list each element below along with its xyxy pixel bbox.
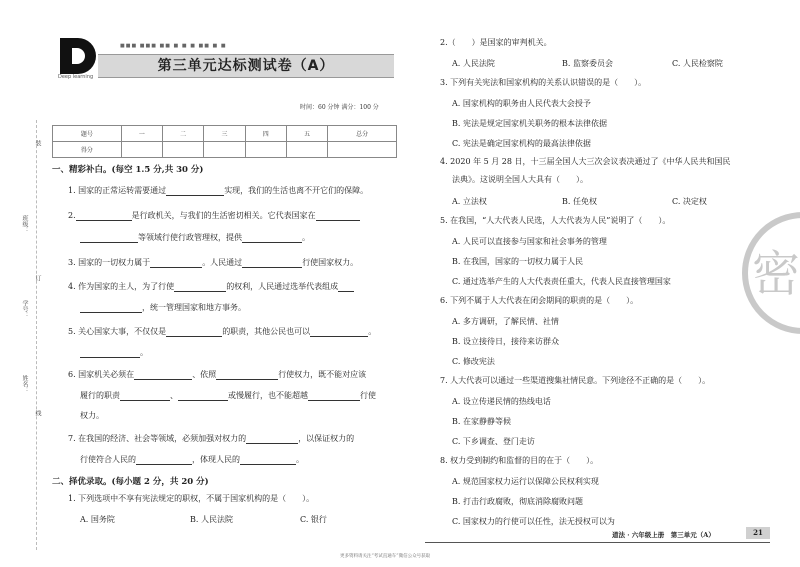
question-text: ，以保证权力的 [298,434,355,443]
class-label: 班级： [21,215,28,233]
score-header-cell: 总分 [328,126,397,142]
question-1-6b [80,391,376,401]
question-1-7b [80,455,304,465]
header-dots: ■■■ ■■■ ■■ ■ ■ ■ ■■ ■ ■ [120,43,227,49]
score-header-cell: 二 [163,126,204,142]
question-text: 7. 在我国的经济、社会等领域，必须加强对权力的 [68,434,247,443]
option-b[interactable]: B. 打击行政腐败，彻底消除腐败问题 [452,497,583,506]
question-text: 。 [296,455,304,464]
binding-line [36,120,37,550]
question-1-2b [80,233,310,243]
score-cell[interactable] [121,142,162,158]
question-text: 实现，我们的生活也离不开它们的保障。 [224,186,369,195]
option-c[interactable]: C. 下乡调查、登门走访 [452,437,535,446]
question-2-3: 3. 下列有关宪法和国家机构的关系认识错误的是（ ）。 [440,78,647,87]
option-b[interactable]: B. 在家静静等候 [452,417,511,426]
score-header-cell: 一 [121,126,162,142]
question-text: 。 [302,233,310,242]
answer-blank[interactable] [310,328,368,337]
question-text: 。 [368,327,377,336]
question-text: 行使符合人民的 [80,455,136,464]
question-2-8: 8. 权力受到制约和监督的目的在于（ ）。 [440,456,599,465]
question-2-2: 2.（ ）是国家的审判机关。 [440,38,552,47]
option-c[interactable]: C. 决定权 [672,197,707,206]
answer-blank[interactable] [216,371,278,380]
score-row-label: 得分 [53,142,122,158]
score-cell[interactable] [286,142,327,158]
question-text: 行使权力，既不能对应该 [278,370,367,379]
option-b[interactable]: B. 任免权 [562,197,597,206]
score-cell[interactable] [163,142,204,158]
question-text: 行使 [360,391,376,400]
score-cell[interactable] [245,142,286,158]
answer-blank[interactable] [166,187,224,196]
score-table-header [53,126,397,142]
score-cell[interactable] [328,142,397,158]
question-2-1: 1. 下列选项中不享有宪法规定的职权，不属于国家机构的是（ ）。 [68,494,315,503]
option-a[interactable]: A. 设立传递民情的热线电话 [452,397,551,406]
score-header-cell: 四 [245,126,286,142]
time-score: 时间：60 分钟 满分：100 分 [300,104,379,111]
answer-blank[interactable] [240,456,296,465]
score-header-cell: 五 [286,126,327,142]
answer-blank[interactable] [76,212,132,221]
question-2-6: 6. 下列不属于人大代表在闭会期间的职责的是（ ）。 [440,296,639,305]
answer-blank[interactable] [242,259,302,268]
option-a[interactable]: A. 立法权 [452,197,487,206]
answer-blank[interactable] [150,259,202,268]
option-a[interactable]: A. 人民法院 [452,59,495,68]
question-1-7a [68,434,354,444]
question-text: 1. 国家的正常运转需要通过 [68,186,167,195]
section-1-title: 一、精彩补白。(每空 1.5 分,共 30 分) [52,165,204,175]
answer-blank[interactable] [308,392,360,401]
question-text: 权力。 [80,411,104,420]
answer-blank[interactable] [80,304,142,313]
score-header-cell: 三 [204,126,245,142]
question-text: 4. 作为国家的主人，为了行使 [68,282,175,291]
page-number: 21 [746,527,770,539]
deep-learning-logo [58,36,98,76]
option-b[interactable]: B. 监察委员会 [562,59,613,68]
option-a[interactable]: A. 规范国家权力运行以保障公民权利实现 [452,477,599,486]
question-text: 、依照 [192,370,217,379]
score-table [52,125,397,158]
question-text: 2. [68,211,76,220]
option-a[interactable]: A. 多方调研，了解民情、社情 [452,317,559,326]
option-c[interactable]: C. 宪法是确定国家机构的最高法律依据 [452,139,591,148]
binding-strip [0,120,44,550]
score-table-row [53,142,397,158]
option-b[interactable]: B. 设立接待日，接待来访群众 [452,337,559,346]
question-1-2a [68,211,360,221]
option-c[interactable]: C. 修改宪法 [452,357,495,366]
binding-char-1: 装 [34,140,41,146]
question-1-3 [68,258,358,268]
answer-blank[interactable] [136,456,192,465]
answer-blank[interactable] [166,328,222,337]
binding-char-2: 订 [34,275,41,281]
question-text: 5. 关心国家大事，不仅仅是 [68,327,167,336]
question-2-4a: 4. 2020 年 5 月 28 日，十三届全国人大三次会议表决通过了《中华人民共和国民 [440,157,731,166]
answer-blank[interactable] [316,212,360,221]
answer-blank[interactable] [178,392,228,401]
question-text: 行使国家权力。 [302,258,359,267]
option-c[interactable]: C. 银行 [300,515,327,524]
answer-blank[interactable] [246,435,298,444]
question-2-5: 5. 在我国，“人大代表人民选，人大代表为人民”说明了（ ）。 [440,216,671,225]
question-text: ，体现人民的 [192,455,240,464]
option-a[interactable]: A. 国家机构的职务由人民代表大会授予 [452,99,591,108]
answer-blank[interactable] [174,283,226,292]
question-text: 。 [140,348,148,357]
binding-char-3: 线 [34,410,41,416]
question-text: 6. 国家机关必须在 [68,370,135,379]
question-1-4a [68,282,354,292]
question-text: 等领域行使行政管理权，提供 [138,233,242,242]
option-c[interactable]: C. 通过选举产生的人大代表责任重大，代表人民直接管理国家 [452,277,671,286]
footer-subject: 道法 · 六年级上册 第三单元（A） [612,531,715,539]
question-2-7: 7. 人大代表可以通过一些渠道搜集社情民意。下列途径不正确的是（ ）。 [440,376,711,385]
option-a[interactable]: A. 国务院 [80,515,115,524]
question-text: 3. 国家的一切权力属于 [68,258,151,267]
option-b[interactable]: B. 人民法院 [190,515,233,524]
question-1-4b [80,303,246,313]
question-text: 。人民通过 [202,258,243,267]
logo-caption: Deep learning [58,74,94,80]
question-text: 、 [170,391,178,400]
question-1-6a [68,370,366,380]
page-title: 第三单元达标测试卷（A） [157,58,335,74]
option-a[interactable]: A. 人民可以直接参与国家和社会事务的管理 [452,237,607,246]
stamp-char: 密 [752,246,800,302]
answer-blank[interactable] [80,349,140,358]
question-text: 或慢履行，也不能超越 [228,391,308,400]
option-b[interactable]: B. 宪法是规定国家机关职务的根本法律依据 [452,119,607,128]
option-c[interactable]: C. 人民检察院 [672,59,723,68]
answer-blank[interactable] [80,234,138,243]
question-text: ，统一管理国家和地方事务。 [142,303,246,312]
name-label: 姓名： [21,375,28,393]
question-1-6c [80,411,104,421]
answer-blank[interactable] [242,234,302,243]
score-cell[interactable] [204,142,245,158]
question-text: 履行的职责 [80,391,120,400]
answer-blank[interactable] [134,371,192,380]
question-text: 是行政机关，与我们的生活密切相关。它代表国家在 [131,211,316,220]
score-header-cell: 题号 [53,126,122,142]
student-id-label: 学号： [21,300,28,318]
answer-blank[interactable] [338,283,354,292]
footer-line [425,542,770,543]
question-text: 的职责，其他公民也可以 [222,327,311,336]
answer-blank[interactable] [120,392,170,401]
question-1-5b [80,348,148,358]
option-c[interactable]: C. 国家权力的行使可以任性，法无授权可以为 [452,517,615,526]
option-b[interactable]: B. 在我国，国家的一切权力属于人民 [452,257,583,266]
question-1-1 [68,186,368,196]
question-text: 的权利，人民通过选举代表组成 [226,282,339,291]
section-2-title: 二、择优录取。(每小题 2 分，共 20 分) [52,477,209,487]
question-2-4b: 法典》。这说明全国人大具有（ ）。 [452,175,588,184]
footer-note: 更多资料请关注“考试直通车”微信公众号获取 [340,554,431,559]
question-1-5 [68,327,376,337]
